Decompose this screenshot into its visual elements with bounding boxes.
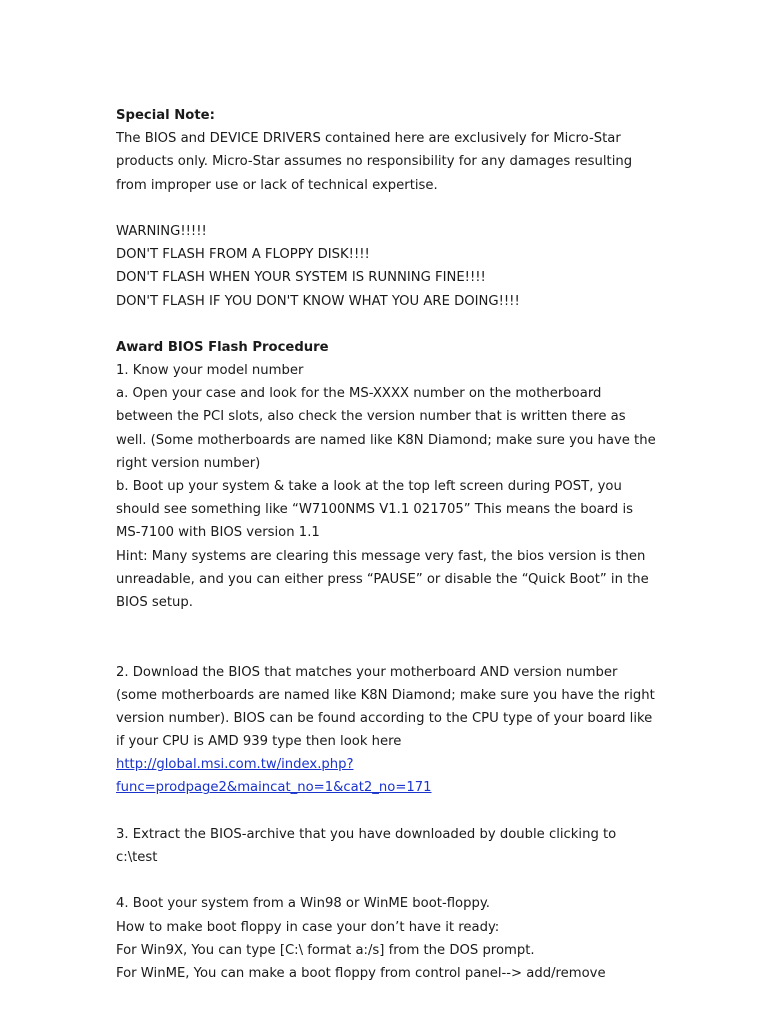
spacer xyxy=(116,637,676,660)
step2-line: (some motherboards are named like K8N Diamond; make sure you have the right xyxy=(116,687,655,703)
bios-download-link[interactable]: http://global.msi.com.tw/index.php? xyxy=(116,757,354,773)
spacer xyxy=(116,197,676,220)
spacer xyxy=(116,313,676,336)
bios-download-link-wrapper xyxy=(116,753,676,776)
step4-line: 4. Boot your system from a Win98 or WinME boot-floppy. xyxy=(116,896,490,912)
step1-line: right version number) xyxy=(116,455,261,471)
document-page xyxy=(116,104,676,985)
step1-line: b. Boot up your system & take a look at the top left screen during POST, you xyxy=(116,479,622,494)
step1-line: should see something like “W7100NMS V1.1 021705” This means the board is xyxy=(116,502,634,518)
special-note-heading: Special Note: xyxy=(116,108,215,123)
procedure-heading: Award BIOS Flash Procedure xyxy=(116,339,329,355)
step2-line: 2. Download the BIOS that matches your motherboard AND version number xyxy=(116,664,618,680)
special-note-line: from improper use or lack of technical expertise. xyxy=(116,177,438,193)
special-note-line: The BIOS and DEVICE DRIVERS contained here are exclusively for Micro-Star xyxy=(116,131,621,147)
spacer xyxy=(116,614,676,637)
spacer xyxy=(116,800,676,823)
warning-line: DON'T FLASH FROM A FLOPPY DISK!!!! xyxy=(116,247,370,263)
bios-download-link-wrapper xyxy=(116,776,676,799)
warning-line: WARNING!!!!! xyxy=(116,223,207,239)
step1-line: between the PCI slots, also check the version number that is written there as xyxy=(116,409,626,425)
step1-line: well. (Some motherboards are named like K8N Diamond; make sure you have the xyxy=(116,432,656,448)
step3-line: 3. Extract the BIOS-archive that you have downloaded by double clicking to xyxy=(116,826,617,842)
step1-line: 1. Know your model number xyxy=(116,363,304,379)
spacer xyxy=(116,869,676,892)
warning-line: DON'T FLASH IF YOU DON'T KNOW WHAT YOU ARE DOING!!!! xyxy=(116,293,520,309)
step1-line: MS-7100 with BIOS version 1.1 xyxy=(116,525,320,541)
bios-download-link[interactable]: func=prodpage2&maincat_no=1&cat2_no=171 xyxy=(116,780,432,796)
special-note-line: products only. Micro-Star assumes no responsibility for any damages resulting xyxy=(116,154,633,170)
step1-line: a. Open your case and look for the MS-XXXX number on the motherboard xyxy=(116,386,602,402)
step4-line: For WinME, You can make a boot floppy from control panel--> add/remove xyxy=(116,965,606,981)
step1-line: unreadable, and you can either press “PAUSE” or disable the “Quick Boot” in the xyxy=(116,571,649,587)
step2-line: if your CPU is AMD 939 type then look here xyxy=(116,734,402,750)
step3-line: c:\test xyxy=(116,850,158,865)
step1-line: BIOS setup. xyxy=(116,594,193,610)
step1-line: Hint: Many systems are clearing this message very fast, the bios version is then xyxy=(116,548,646,564)
step4-line: For Win9X, You can type [C:\ format a:/s] from the DOS prompt. xyxy=(116,942,535,958)
step4-line: How to make boot floppy in case your don’t have it ready: xyxy=(116,919,500,935)
warning-line: DON'T FLASH WHEN YOUR SYSTEM IS RUNNING FINE!!!! xyxy=(116,270,486,286)
step2-line: version number). BIOS can be found according to the CPU type of your board like xyxy=(116,710,653,726)
